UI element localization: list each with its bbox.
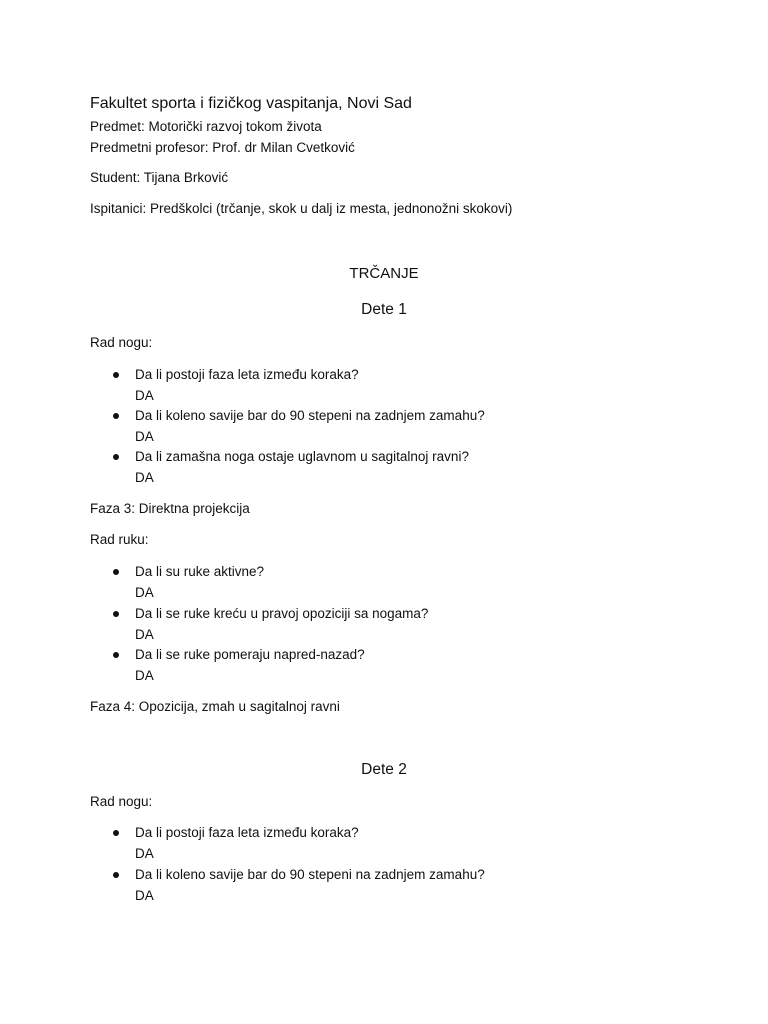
child-1-legs-label: Rad nogu: [90,335,153,350]
question-text: Da li koleno savije bar do 90 stepeni na zadnjem zamahu? [135,867,485,882]
question-text: Da li koleno savije bar do 90 stepeni na zadnjem zamahu? [135,408,485,423]
child-1-title: Dete 1 [361,301,407,318]
answer-text: DA [135,585,154,600]
question-text: Da li se ruke pomeraju napred-nazad? [135,647,365,662]
child-2-legs-label: Rad nogu: [90,794,153,809]
answer-text: DA [135,388,154,403]
bullet-icon [113,569,119,575]
participants-line: Ispitanici: Predškolci (trčanje, skok u dalj iz mesta, jednonožni skokovi) [90,201,513,216]
answer-text: DA [135,627,154,642]
answer-text: DA [135,668,154,683]
answer-text: DA [135,470,154,485]
question-text: Da li postoji faza leta između koraka? [135,367,359,382]
answer-text: DA [135,846,154,861]
question-text: Da li postoji faza leta između koraka? [135,825,359,840]
bullet-icon [113,652,119,658]
bullet-icon [113,454,119,460]
child-1-arms-phase: Faza 4: Opozicija, zmah u sagitalnoj ravni [90,699,340,714]
subject-line: Predmet: Motorički razvoj tokom života [90,119,322,134]
bullet-icon [113,830,119,836]
bullet-icon [113,413,119,419]
answer-text: DA [135,888,154,903]
professor-line: Predmetni profesor: Prof. dr Milan Cvetković [90,140,355,155]
question-text: Da li su ruke aktivne? [135,564,265,579]
child-1-arms-label: Rad ruku: [90,532,149,547]
child-2-title: Dete 2 [361,761,407,778]
answer-text: DA [135,429,154,444]
bullet-icon [113,872,119,878]
child-1-legs-phase: Faza 3: Direktna projekcija [90,501,250,516]
section-title: TRČANJE [349,265,419,282]
institution-title: Fakultet sporta i fizičkog vaspitanja, Novi Sad [90,95,412,112]
question-text: Da li zamašna noga ostaje uglavnom u sagitalnoj ravni? [135,449,469,464]
question-text: Da li se ruke kreću u pravoj opoziciji sa nogama? [135,606,429,621]
student-line: Student: Tijana Brković [90,170,229,185]
bullet-icon [113,611,119,617]
bullet-icon [113,372,119,378]
